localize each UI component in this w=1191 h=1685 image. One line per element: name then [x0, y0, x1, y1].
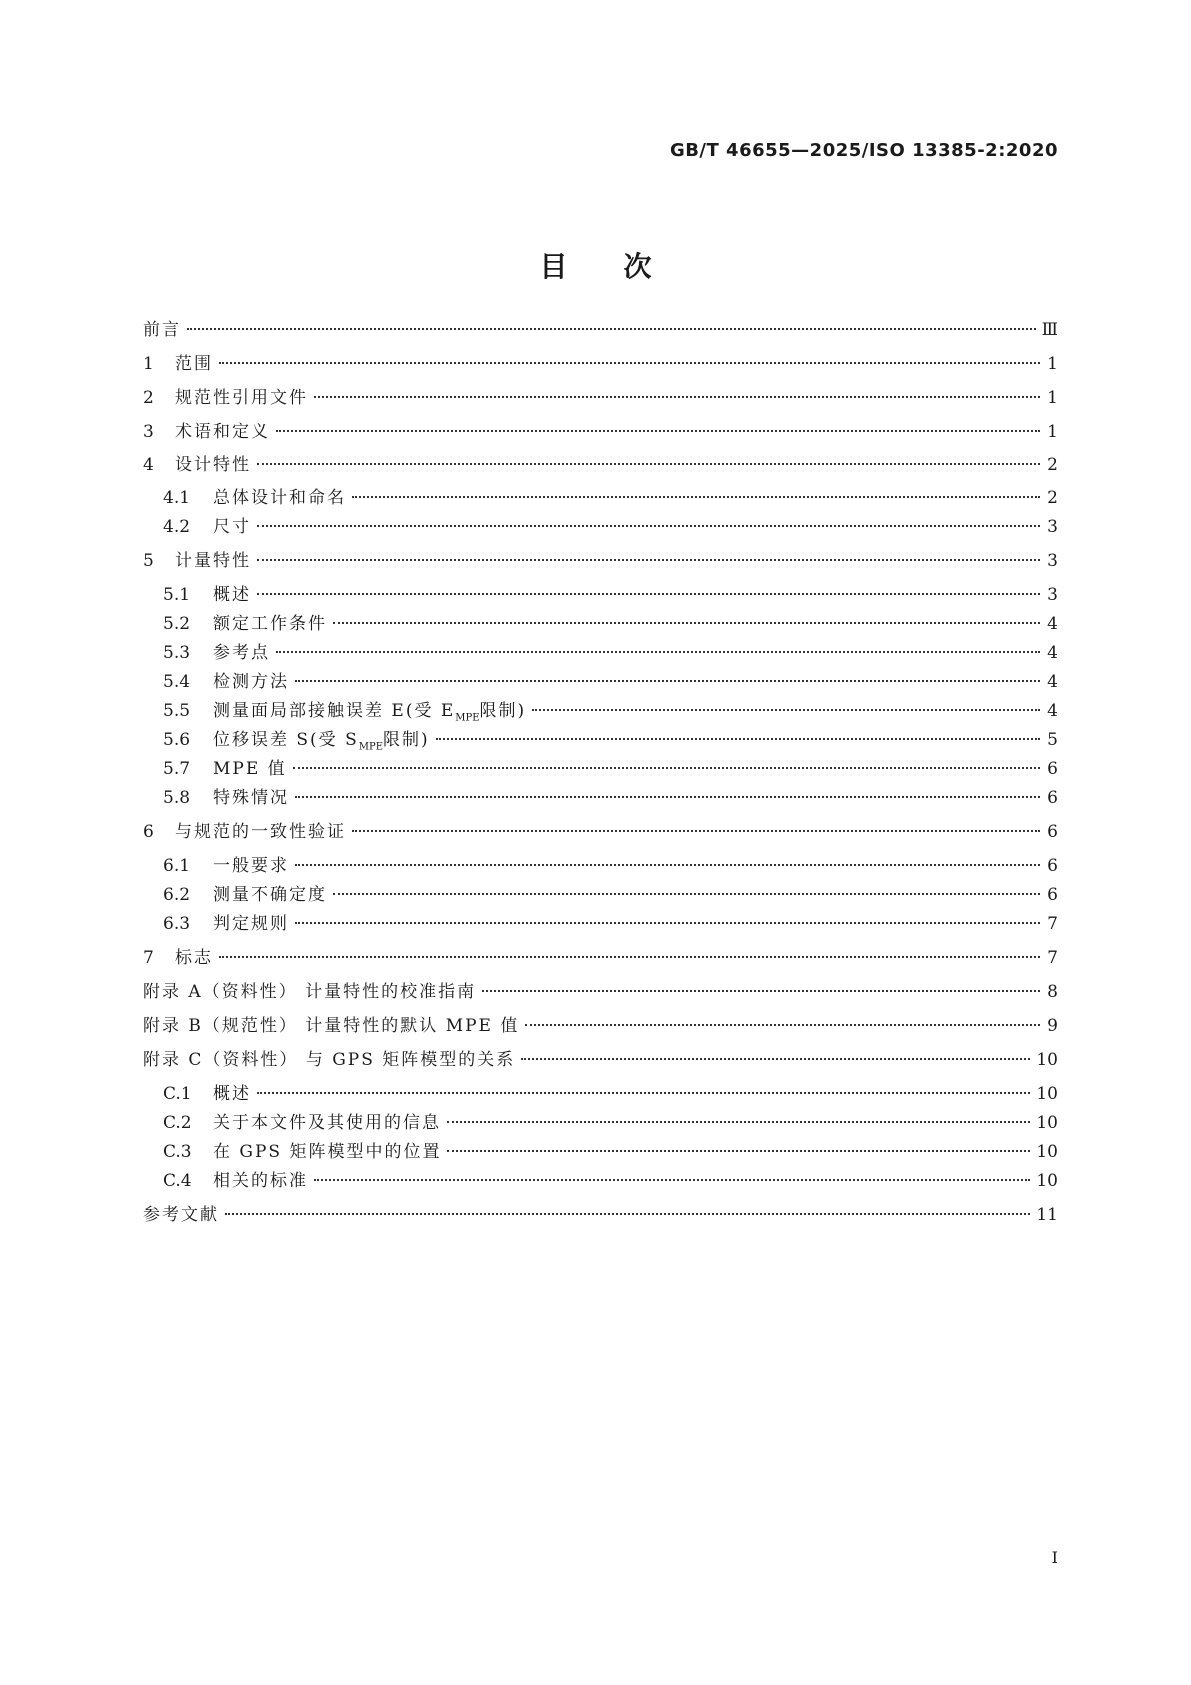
toc-leader-dots — [447, 1121, 1030, 1123]
toc-leader-dots — [295, 680, 1040, 682]
toc-entry[interactable] — [163, 786, 1058, 810]
toc-entry-page: 3 — [1047, 517, 1058, 537]
toc-entry-title: MPE 值 — [213, 759, 287, 779]
toc-entry-subscript: MPE — [358, 741, 384, 753]
toc-entry[interactable] — [163, 486, 1058, 510]
toc-entry-number: 6.3 — [163, 914, 191, 934]
toc-entry-number: C.1 — [163, 1084, 192, 1104]
toc-entry-page: 7 — [1047, 914, 1058, 934]
toc-leader-dots — [352, 496, 1040, 498]
toc-entry-number: 5.2 — [163, 614, 191, 634]
toc-entry[interactable] — [163, 699, 1058, 730]
toc-leader-dots — [532, 709, 1040, 711]
toc-entry-page: Ⅲ — [1041, 320, 1058, 340]
toc-entry-page: 4 — [1047, 672, 1058, 692]
toc-entry-number: 6.1 — [163, 856, 191, 876]
toc-entry[interactable] — [163, 757, 1058, 781]
toc-entry[interactable] — [163, 883, 1058, 907]
toc-entry-title: 参考点 — [213, 643, 270, 663]
toc-entry-page: 1 — [1047, 422, 1058, 442]
toc-entry-number: 5.5 — [163, 701, 191, 721]
toc-entry-number: 7 — [143, 948, 154, 968]
page-number: I — [1051, 1548, 1058, 1567]
toc-entry[interactable] — [143, 946, 1058, 970]
toc-leader-dots — [257, 525, 1040, 527]
toc-entry-page: 10 — [1036, 1171, 1058, 1191]
toc-leader-dots — [219, 362, 1040, 364]
toc-entry-title: 前言 — [143, 320, 181, 340]
toc-leader-dots — [257, 1092, 1030, 1094]
toc-entry-number: 3 — [143, 422, 154, 442]
toc-entry[interactable] — [163, 612, 1058, 636]
toc-entry[interactable] — [143, 1048, 1058, 1072]
toc-entry-number: 2 — [143, 388, 154, 408]
toc-entry[interactable] — [143, 352, 1058, 376]
toc-entry-title: 范围 — [175, 354, 213, 374]
toc-entry-number: 5.6 — [163, 730, 191, 750]
toc-entry-page: 10 — [1036, 1084, 1058, 1104]
toc-entry-page: 9 — [1047, 1016, 1058, 1036]
toc-leader-dots — [276, 430, 1040, 432]
toc-leader-dots — [482, 990, 1040, 992]
toc-entry[interactable] — [163, 670, 1058, 694]
toc-entry-page: 1 — [1047, 354, 1058, 374]
toc-entry[interactable] — [143, 318, 1058, 342]
toc-entry-page: 3 — [1047, 585, 1058, 605]
toc-leader-dots — [295, 922, 1040, 924]
toc-entry-subscript: MPE — [455, 712, 480, 724]
toc-entry-title: 测量面局部接触误差 E(受 $E_{MPE}$限制) — [213, 701, 527, 724]
toc-leader-dots — [219, 956, 1040, 958]
toc-entry-page: 2 — [1047, 455, 1058, 475]
toc-entry-page: 2 — [1047, 488, 1058, 508]
toc-entry-number: 5.7 — [163, 759, 191, 779]
toc-entry-page: 8 — [1047, 982, 1058, 1002]
toc-entry[interactable] — [143, 386, 1058, 410]
toc-entry-page: 4 — [1047, 701, 1058, 721]
toc-leader-dots — [295, 796, 1040, 798]
toc-entry-number: 1 — [143, 354, 154, 374]
toc-entry-title: 规范性引用文件 — [175, 388, 308, 408]
toc-entry[interactable] — [163, 1140, 1058, 1164]
toc-leader-dots — [314, 396, 1040, 398]
toc-entry[interactable] — [163, 854, 1058, 878]
toc-entry-page: 7 — [1047, 948, 1058, 968]
toc-entry[interactable] — [143, 453, 1058, 477]
toc-entry-page: 4 — [1047, 614, 1058, 634]
toc-leader-dots — [257, 463, 1040, 465]
toc-entry[interactable] — [143, 1014, 1058, 1038]
toc-leader-dots — [525, 1024, 1040, 1026]
toc-leader-dots — [257, 559, 1040, 561]
toc-entry-page: 10 — [1036, 1050, 1058, 1070]
toc-entry-number: C.4 — [163, 1171, 192, 1191]
toc-entry[interactable] — [163, 583, 1058, 607]
toc-entry-page: 6 — [1047, 822, 1058, 842]
toc-entry-number: 4 — [143, 455, 154, 475]
toc-entry-page: 5 — [1047, 730, 1058, 750]
toc-entry-title: 额定工作条件 — [213, 614, 327, 634]
toc-entry-title: 位移误差 S(受 $S_{MPE}$限制) — [213, 730, 430, 753]
toc-entry[interactable] — [163, 912, 1058, 936]
toc-leader-dots — [333, 893, 1040, 895]
toc-entry-title: 术语和定义 — [175, 422, 270, 442]
toc-entry[interactable] — [143, 980, 1058, 1004]
toc-entry[interactable] — [163, 641, 1058, 665]
toc-entry-title: 关于本文件及其使用的信息 — [213, 1113, 441, 1133]
toc-entry-title: 计量特性 — [175, 551, 251, 571]
toc-entry-page: 10 — [1036, 1142, 1058, 1162]
toc-leader-dots — [447, 1150, 1030, 1152]
toc-entry-number: 6.2 — [163, 885, 191, 905]
toc-entry-number: 4.1 — [163, 488, 191, 508]
toc-leader-dots — [333, 622, 1040, 624]
toc-entry-title: 附录 C（资料性） 与 GPS 矩阵模型的关系 — [143, 1050, 516, 1070]
toc-entry-title: 一般要求 — [213, 856, 289, 876]
toc-entry-number: C.2 — [163, 1113, 192, 1133]
toc-leader-dots — [436, 738, 1040, 740]
toc-entry-number: 5.4 — [163, 672, 191, 692]
toc-entry[interactable] — [163, 515, 1058, 539]
toc-entry-title: 概述 — [213, 1084, 251, 1104]
toc-entry-title: 判定规则 — [213, 914, 289, 934]
toc-leader-dots — [276, 651, 1040, 653]
toc-entry-title: 相关的标准 — [213, 1171, 308, 1191]
toc-entry-title: 测量不确定度 — [213, 885, 327, 905]
toc-entry-number: 5 — [143, 551, 154, 571]
toc-leader-dots — [187, 328, 1036, 330]
toc-leader-dots — [521, 1058, 1030, 1060]
toc-entry[interactable] — [143, 1203, 1058, 1227]
toc-entry-number: C.3 — [163, 1142, 192, 1162]
toc-entry-title: 总体设计和命名 — [213, 488, 346, 508]
toc-entry-title: 参考文献 — [143, 1205, 219, 1225]
toc-entry-title: 设计特性 — [175, 455, 251, 475]
toc-entry-page: 6 — [1047, 885, 1058, 905]
toc-entry-title: 检测方法 — [213, 672, 289, 692]
toc-entry-number: 4.2 — [163, 517, 191, 537]
standard-code: GB/T 46655—2025/ISO 13385-2:2020 — [669, 140, 1058, 161]
toc-entry[interactable] — [143, 820, 1058, 844]
toc-entry-title: 概述 — [213, 585, 251, 605]
toc-leader-dots — [314, 1179, 1030, 1181]
toc-entry[interactable] — [163, 1082, 1058, 1106]
toc-entry-title: 与规范的一致性验证 — [175, 822, 346, 842]
toc-leader-dots — [293, 767, 1040, 769]
toc-leader-dots — [257, 593, 1040, 595]
toc-leader-dots — [352, 830, 1040, 832]
toc-entry-page: 11 — [1036, 1205, 1058, 1225]
page-title: 目次 — [539, 250, 708, 283]
toc-entry-number: 6 — [143, 822, 154, 842]
toc-entry-page: 6 — [1047, 788, 1058, 808]
toc-entry-page: 3 — [1047, 551, 1058, 571]
toc-entry-title: 附录 A（资料性） 计量特性的校准指南 — [143, 982, 477, 1002]
toc-entry[interactable] — [163, 728, 1058, 759]
toc-entry-title: 标志 — [175, 948, 213, 968]
toc-leader-dots — [225, 1213, 1030, 1215]
toc-entry-page: 4 — [1047, 643, 1058, 663]
toc-entry-page: 1 — [1047, 388, 1058, 408]
toc-entry-number: 5.1 — [163, 585, 191, 605]
toc-entry[interactable] — [163, 1111, 1058, 1135]
toc-entry-title: 尺寸 — [213, 517, 251, 537]
toc-entry-title: 附录 B（规范性） 计量特性的默认 MPE 值 — [143, 1016, 520, 1036]
toc-entry[interactable] — [143, 420, 1058, 444]
toc-leader-dots — [295, 864, 1040, 866]
toc-entry-title: 在 GPS 矩阵模型中的位置 — [213, 1142, 442, 1162]
toc-entry-page: 6 — [1047, 856, 1058, 876]
toc-entry-page: 6 — [1047, 759, 1058, 779]
toc-entry-number: 5.3 — [163, 643, 191, 663]
toc-entry[interactable] — [163, 1169, 1058, 1193]
toc-entry-page: 10 — [1036, 1113, 1058, 1133]
toc-entry-title: 特殊情况 — [213, 788, 289, 808]
toc-entry-number: 5.8 — [163, 788, 191, 808]
toc-entry[interactable] — [143, 549, 1058, 573]
